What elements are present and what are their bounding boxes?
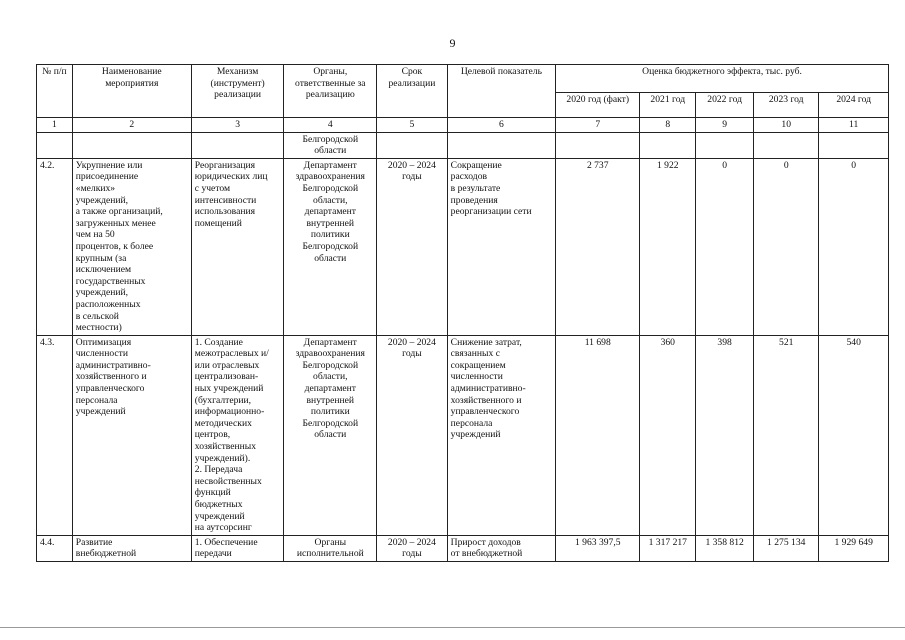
column-number-row (37, 118, 889, 133)
row-target: Сокращение расходов в результате проведения реорганизации сети (447, 158, 555, 335)
column-number: 4 (284, 118, 377, 133)
header-organs: Органы, ответственные за реализацию (284, 65, 377, 118)
header-year-2021: 2021 год (640, 93, 696, 118)
row-organs: Департамент здравоохранения Белгородской области, департамент внутренней политики Белгородской области (284, 335, 377, 535)
row-mechanism: 1. Создание межотраслевых и/ или отраслевых централизован- ных учреждений (бухгалтерии, информационно- методических центров, хозяйственных учреждений). 2. Передача несвойственных функций бюджетных учреждений на аутсорсинг (191, 335, 284, 535)
row-value-2022: 398 (696, 335, 754, 535)
row-value-2022: 1 358 812 (696, 535, 754, 561)
row-value-2024: 0 (819, 158, 889, 335)
row-value-2024: 540 (819, 335, 889, 535)
row-name: Укрупнение или присоединение «мелких» учреждений, а также организаций, загруженных менее чем на 50 процентов, к более крупным (за исключением государственных учреждений, расположенных в сельской местности) (72, 158, 191, 335)
header-budget: Оценка бюджетного эффекта, тыс. руб. (556, 65, 889, 93)
row-value-2021: 360 (640, 335, 696, 535)
budget-effect-table (36, 64, 889, 562)
column-number: 2 (72, 118, 191, 133)
column-number: 6 (447, 118, 555, 133)
row-term: 2020 – 2024 годы (377, 535, 448, 561)
header-target: Целевой показатель (447, 65, 555, 118)
page-number: 9 (449, 36, 456, 50)
table-row (37, 335, 889, 535)
header-term: Срок реализации (377, 65, 448, 118)
row-value-2021: 1 922 (640, 158, 696, 335)
row-value-2023: 0 (754, 158, 819, 335)
row-num: 4.3. (37, 335, 73, 535)
header-year-2020: 2020 год (факт) (556, 93, 640, 118)
column-number: 3 (191, 118, 284, 133)
row-value-2023: 1 275 134 (754, 535, 819, 561)
column-number: 7 (556, 118, 640, 133)
row-term: 2020 – 2024 годы (377, 158, 448, 335)
column-number: 9 (696, 118, 754, 133)
column-number: 5 (377, 118, 448, 133)
row-value-2021: 1 317 217 (640, 535, 696, 561)
row-target: Прирост доходов от внебюджетной (447, 535, 555, 561)
row-value-2023: 521 (754, 335, 819, 535)
row-value-2022: 0 (696, 158, 754, 335)
carryover-organs: Белгородской области (284, 132, 377, 158)
header-mechanism: Механизм (инструмент) реализации (191, 65, 284, 118)
table-row (37, 535, 889, 561)
column-number: 1 (37, 118, 73, 133)
header-num: № п/п (37, 65, 73, 118)
row-organs: Органы исполнительной (284, 535, 377, 561)
header-name: Наименование мероприятия (72, 65, 191, 118)
row-value-2020: 1 963 397,5 (556, 535, 640, 561)
row-value-2024: 1 929 649 (819, 535, 889, 561)
row-name: Оптимизация численности административно- хозяйственного и управленческого персонала учреждений (72, 335, 191, 535)
column-number: 10 (754, 118, 819, 133)
row-term: 2020 – 2024 годы (377, 335, 448, 535)
row-num: 4.4. (37, 535, 73, 561)
header-year-2024: 2024 год (819, 93, 889, 118)
page-edge-divider (0, 627, 905, 628)
row-mechanism: Реорганизация юридических лиц с учетом интенсивности использования помещений (191, 158, 284, 335)
row-organs: Департамент здравоохранения Белгородской области, департамент внутренней политики Белгородской области (284, 158, 377, 335)
row-value-2020: 2 737 (556, 158, 640, 335)
row-name: Развитие внебюджетной (72, 535, 191, 561)
carryover-row (37, 132, 889, 158)
header-year-2022: 2022 год (696, 93, 754, 118)
column-number: 8 (640, 118, 696, 133)
row-mechanism: 1. Обеспечение передачи (191, 535, 284, 561)
row-target: Снижение затрат, связанных с сокращением численности административно- хозяйственного и управленческого персонала учреждений (447, 335, 555, 535)
header-year-2023: 2023 год (754, 93, 819, 118)
row-value-2020: 11 698 (556, 335, 640, 535)
row-num: 4.2. (37, 158, 73, 335)
column-number: 11 (819, 118, 889, 133)
table-row (37, 158, 889, 335)
